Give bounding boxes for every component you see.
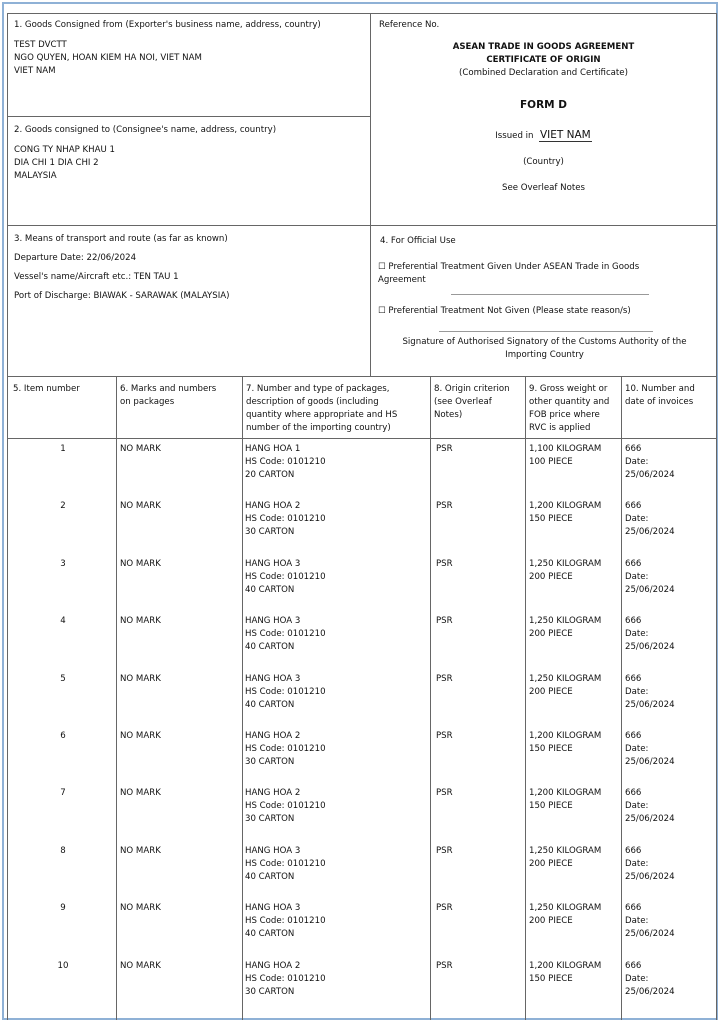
item-qty: 150 PIECE [529, 801, 573, 812]
item-qty: 150 PIECE [529, 973, 573, 984]
item-goods: HANG HOA 1 [245, 444, 301, 454]
item-marks: NO MARK [120, 960, 161, 971]
item-pkg: 20 CARTON [245, 470, 295, 480]
item-origin: PSR [436, 444, 453, 454]
table-header-rule [7, 438, 717, 439]
item-pkg: 40 CARTON [245, 642, 295, 653]
item-date-label: Date: [625, 514, 649, 525]
item-date-label: Date: [625, 629, 649, 640]
item-marks: NO MARK [120, 444, 161, 454]
item-origin: PSR [436, 616, 453, 627]
given-rule [451, 294, 649, 295]
item-goods: HANG HOA 2 [245, 731, 301, 741]
item-weight: 1,200 KILOGRAM [529, 960, 602, 971]
certificate-subtitle: (Combined Declaration and Certificate) [459, 68, 628, 78]
item-hs: HS Code: 0101210 [245, 629, 326, 640]
consignee-line: MALAYSIA [14, 171, 57, 181]
reference-label: Reference No. [379, 20, 440, 30]
issued-country: VIET NAM [539, 129, 591, 141]
col-divider [621, 376, 622, 1020]
official-use-label: 4. For Official Use [380, 236, 456, 246]
item-pkg: 30 CARTON [245, 527, 295, 538]
item-date: 25/06/2024 [625, 470, 675, 480]
signature-rule [439, 331, 653, 332]
item-qty: 100 PIECE [529, 457, 573, 467]
item-inv: 666 [625, 960, 642, 971]
item-origin: PSR [436, 673, 453, 684]
item-weight: 1,200 KILOGRAM [529, 731, 602, 741]
treatment-not-given: ☐ Preferential Treatment Not Given (Please state reason/s) [378, 306, 631, 316]
item-date-label: Date: [625, 571, 649, 582]
item-goods: HANG HOA 3 [245, 558, 301, 569]
issued-in [371, 129, 716, 143]
item-hs: HS Code: 0101210 [245, 571, 326, 582]
departure-date: Departure Date: 22/06/2024 [14, 253, 137, 263]
exporter-line: TEST DVCTT [14, 40, 67, 50]
item-hs: HS Code: 0101210 [245, 973, 326, 984]
transport-label: 3. Means of transport and route (as far as known) [14, 234, 228, 244]
item-hs: HS Code: 0101210 [245, 457, 326, 467]
item-no: 9 [60, 903, 66, 914]
signature-label: Signature of Authorised Signatory of the Customs Authority of the [402, 337, 687, 347]
reference-box [370, 13, 717, 226]
exporter-line: VIET NAM [14, 66, 56, 76]
item-hs: HS Code: 0101210 [245, 858, 326, 869]
treatment-given-cont: Agreement [378, 275, 426, 285]
item-qty: 200 PIECE [529, 916, 573, 927]
item-marks: NO MARK [120, 501, 161, 512]
item-pkg: 40 CARTON [245, 929, 295, 940]
item-inv: 666 [625, 501, 642, 512]
col-divider [242, 376, 243, 1020]
item-date: 25/06/2024 [625, 757, 675, 767]
item-qty: 200 PIECE [529, 858, 573, 869]
item-origin: PSR [436, 788, 453, 799]
col-divider [116, 376, 117, 1020]
item-origin: PSR [436, 845, 453, 856]
overleaf-notes: See Overleaf Notes [502, 183, 585, 193]
item-marks: NO MARK [120, 731, 161, 741]
item-inv: 666 [625, 673, 642, 684]
item-marks: NO MARK [120, 616, 161, 627]
item-no: 10 [57, 960, 69, 971]
item-date-label: Date: [625, 858, 649, 869]
item-inv: 666 [625, 558, 642, 569]
item-hs: HS Code: 0101210 [245, 744, 326, 754]
item-date-label: Date: [625, 686, 649, 697]
col-header-goods: 7. Number and type of packages, description of goods (including quantity where appropriate and HS number of the importing country) [246, 384, 398, 433]
item-origin: PSR [436, 731, 453, 741]
item-hs: HS Code: 0101210 [245, 686, 326, 697]
vessel-name: Vessel's name/Aircraft etc.: TEN TAU 1 [14, 272, 179, 282]
item-no: 5 [60, 673, 66, 684]
col-divider [525, 376, 526, 1020]
items-table [7, 376, 717, 1020]
item-weight: 1,250 KILOGRAM [529, 845, 602, 856]
treatment-given: ☐ Preferential Treatment Given Under ASEAN Trade in Goods [378, 262, 640, 272]
item-qty: 200 PIECE [529, 629, 573, 640]
item-pkg: 40 CARTON [245, 699, 295, 710]
item-goods: HANG HOA 2 [245, 788, 301, 799]
item-inv: 666 [625, 731, 642, 741]
signature-label-cont: Importing Country [505, 350, 584, 360]
consignee-line: DIA CHI 1 DIA CHI 2 [14, 158, 99, 168]
item-weight: 1,250 KILOGRAM [529, 616, 602, 627]
port-of-discharge: Port of Discharge: BIAWAK - SARAWAK (MALAYSIA) [14, 291, 230, 301]
item-date: 25/06/2024 [625, 986, 675, 997]
official-use-box [370, 225, 717, 377]
col-header-weight: 9. Gross weight or other quantity and FOB price where RVC is applied [529, 384, 610, 433]
item-origin: PSR [436, 903, 453, 914]
item-qty: 150 PIECE [529, 744, 573, 754]
item-weight: 1,200 KILOGRAM [529, 788, 602, 799]
exporter-label: 1. Goods Consigned from (Exporter's business name, address, country) [14, 20, 321, 30]
exporter-box [7, 13, 371, 117]
item-weight: 1,250 KILOGRAM [529, 903, 602, 914]
item-date: 25/06/2024 [625, 584, 675, 595]
item-date-label: Date: [625, 801, 649, 812]
item-hs: HS Code: 0101210 [245, 916, 326, 927]
item-origin: PSR [436, 558, 453, 569]
transport-box [7, 225, 371, 377]
item-weight: 1,100 KILOGRAM [529, 444, 602, 454]
certificate-title: CERTIFICATE OF ORIGIN [486, 55, 601, 65]
item-qty: 200 PIECE [529, 571, 573, 582]
item-date: 25/06/2024 [625, 699, 675, 710]
col-header-origin: 8. Origin criterion (see Overleaf Notes) [434, 384, 510, 420]
item-marks: NO MARK [120, 788, 161, 799]
form-title: FORM D [519, 99, 567, 111]
item-date: 25/06/2024 [625, 642, 675, 653]
issued-in-label: Issued in [495, 131, 534, 141]
col-header-invoice: 10. Number and date of invoices [625, 384, 695, 407]
item-no: 2 [60, 501, 66, 512]
item-goods: HANG HOA 3 [245, 616, 301, 627]
item-inv: 666 [625, 788, 642, 799]
item-inv: 666 [625, 444, 642, 454]
agreement-title: ASEAN TRADE IN GOODS AGREEMENT [452, 42, 635, 52]
item-marks: NO MARK [120, 558, 161, 569]
col-header-marks: 6. Marks and numbers on packages [120, 384, 217, 407]
item-no: 8 [60, 845, 66, 856]
item-hs: HS Code: 0101210 [245, 801, 326, 812]
item-date-label: Date: [625, 457, 649, 467]
item-weight: 1,250 KILOGRAM [529, 558, 602, 569]
item-date-label: Date: [625, 744, 649, 754]
item-weight: 1,200 KILOGRAM [529, 501, 602, 512]
item-no: 7 [60, 788, 66, 799]
item-no: 1 [60, 444, 66, 454]
item-pkg: 30 CARTON [245, 757, 295, 767]
item-no: 6 [60, 731, 66, 741]
item-pkg: 40 CARTON [245, 871, 295, 882]
item-pkg: 30 CARTON [245, 986, 295, 997]
item-qty: 200 PIECE [529, 686, 573, 697]
item-marks: NO MARK [120, 845, 161, 856]
item-date: 25/06/2024 [625, 527, 675, 538]
item-marks: NO MARK [120, 673, 161, 684]
item-no: 3 [60, 558, 66, 569]
consignee-box [7, 116, 371, 226]
item-origin: PSR [436, 501, 453, 512]
item-pkg: 40 CARTON [245, 584, 295, 595]
item-qty: 150 PIECE [529, 514, 573, 525]
item-goods: HANG HOA 3 [245, 845, 301, 856]
consignee-line: CONG TY NHAP KHAU 1 [14, 145, 115, 155]
item-goods: HANG HOA 2 [245, 960, 301, 971]
item-marks: NO MARK [120, 903, 161, 914]
item-date: 25/06/2024 [625, 871, 675, 882]
item-goods: HANG HOA 3 [245, 673, 301, 684]
item-date-label: Date: [625, 973, 649, 984]
consignee-label: 2. Goods consigned to (Consignee's name, address, country) [14, 125, 277, 135]
item-inv: 666 [625, 616, 642, 627]
col-divider [430, 376, 431, 1020]
item-inv: 666 [625, 845, 642, 856]
item-date: 25/06/2024 [625, 814, 675, 825]
item-date: 25/06/2024 [625, 929, 675, 940]
col-header-item: 5. Item number [13, 384, 80, 394]
country-label: (Country) [523, 157, 564, 167]
item-goods: HANG HOA 2 [245, 501, 301, 512]
item-goods: HANG HOA 3 [245, 903, 301, 914]
item-weight: 1,250 KILOGRAM [529, 673, 602, 684]
item-no: 4 [60, 616, 66, 627]
item-date-label: Date: [625, 916, 649, 927]
item-origin: PSR [436, 960, 453, 971]
item-pkg: 30 CARTON [245, 814, 295, 825]
item-inv: 666 [625, 903, 642, 914]
exporter-line: NGO QUYEN, HOAN KIEM HA NOI, VIET NAM [14, 53, 202, 63]
item-hs: HS Code: 0101210 [245, 514, 326, 525]
